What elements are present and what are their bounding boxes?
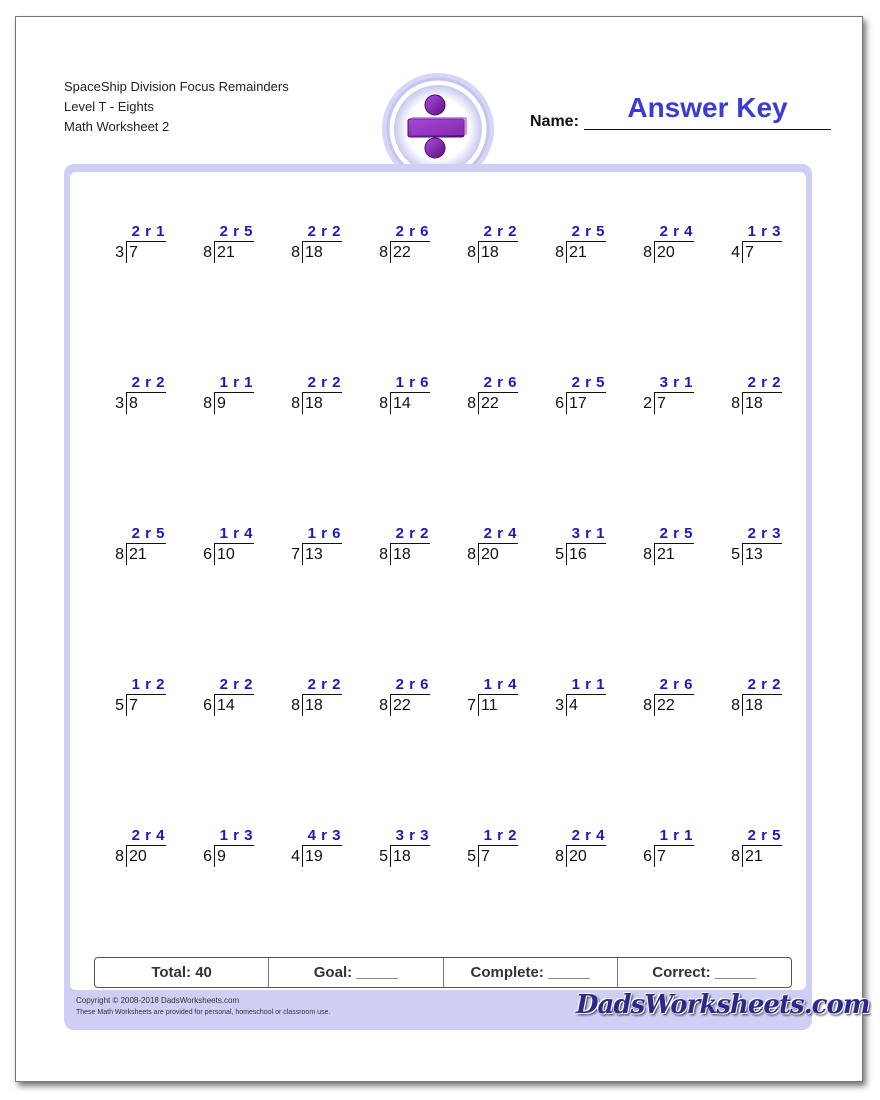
- dividend: 14: [217, 697, 235, 714]
- division-problem: [633, 827, 703, 873]
- division-problem: [281, 374, 351, 420]
- divisor: 2: [643, 395, 652, 412]
- dividend: 20: [569, 848, 587, 865]
- divisor: 6: [203, 546, 212, 563]
- quotient-answer: 2 r 6: [395, 676, 429, 693]
- dividend: 8: [129, 395, 138, 412]
- divisor: 8: [467, 244, 476, 261]
- divisor: 8: [467, 546, 476, 563]
- quotient-answer: 1 r 6: [395, 374, 429, 391]
- copyright-text: Copyright © 2008-2018 DadsWorksheets.com: [76, 996, 240, 1005]
- quotient-answer: 2 r 2: [483, 223, 517, 240]
- worksheet-title: SpaceShip Division Focus Remainders: [64, 79, 289, 94]
- quotient-answer: 2 r 6: [483, 374, 517, 391]
- divisor: 3: [555, 697, 564, 714]
- dividend: 20: [481, 546, 499, 563]
- divisor: 8: [555, 848, 564, 865]
- division-problem: [105, 525, 175, 571]
- quotient-answer: 2 r 4: [483, 525, 517, 542]
- dividend: 21: [569, 244, 587, 261]
- division-problem: [105, 374, 175, 420]
- quotient-answer: 2 r 2: [307, 223, 341, 240]
- division-problem: [545, 374, 615, 420]
- dividend: 14: [393, 395, 411, 412]
- division-problem: [457, 827, 527, 873]
- division-problem: [369, 374, 439, 420]
- division-problem: [721, 223, 791, 269]
- quotient-answer: 2 r 5: [219, 223, 253, 240]
- quotient-answer: 4 r 3: [307, 827, 341, 844]
- divisor: 8: [115, 546, 124, 563]
- dividend: 7: [129, 697, 138, 714]
- quotient-answer: 2 r 4: [571, 827, 605, 844]
- division-problem: [545, 525, 615, 571]
- quotient-answer: 1 r 1: [219, 374, 253, 391]
- dividend: 7: [657, 395, 666, 412]
- complete-cell: Complete: _____: [444, 958, 618, 987]
- quotient-answer: 1 r 3: [219, 827, 253, 844]
- divisor: 8: [379, 244, 388, 261]
- divisor: 8: [643, 546, 652, 563]
- dividend: 7: [129, 244, 138, 261]
- dividend: 22: [657, 697, 675, 714]
- divisor: 7: [467, 697, 476, 714]
- divisor: 3: [115, 395, 124, 412]
- division-problem: [457, 525, 527, 571]
- division-problem: [193, 374, 263, 420]
- quotient-answer: 2 r 6: [659, 676, 693, 693]
- division-problem: [193, 223, 263, 269]
- divisor: 8: [291, 697, 300, 714]
- divisor: 4: [731, 244, 740, 261]
- division-problem: [721, 525, 791, 571]
- dividend: 18: [393, 546, 411, 563]
- dividend: 4: [569, 697, 578, 714]
- division-problem: [545, 223, 615, 269]
- divisor: 6: [203, 848, 212, 865]
- division-problem: [721, 676, 791, 722]
- quotient-answer: 2 r 5: [747, 827, 781, 844]
- divisor: 8: [203, 244, 212, 261]
- divisor: 3: [115, 244, 124, 261]
- division-problem: [369, 676, 439, 722]
- divisor: 4: [291, 848, 300, 865]
- quotient-answer: 2 r 5: [571, 223, 605, 240]
- quotient-answer: 1 r 1: [571, 676, 605, 693]
- dividend: 9: [217, 395, 226, 412]
- divisor: 8: [731, 697, 740, 714]
- quotient-answer: 1 r 4: [483, 676, 517, 693]
- quotient-answer: 1 r 3: [747, 223, 781, 240]
- quotient-answer: 2 r 5: [659, 525, 693, 542]
- quotient-answer: 2 r 2: [747, 374, 781, 391]
- dividend: 18: [305, 395, 323, 412]
- divisor: 6: [643, 848, 652, 865]
- divisor: 8: [731, 848, 740, 865]
- division-problem: [369, 223, 439, 269]
- total-cell: Total: 40: [95, 958, 269, 987]
- divisor: 8: [731, 395, 740, 412]
- answer-key-text: Answer Key: [627, 92, 788, 123]
- worksheet-header: [64, 77, 289, 137]
- quotient-answer: 2 r 2: [747, 676, 781, 693]
- dividend: 18: [481, 244, 499, 261]
- divisor: 8: [291, 244, 300, 261]
- quotient-answer: 3 r 1: [571, 525, 605, 542]
- quotient-answer: 2 r 2: [395, 525, 429, 542]
- dividend: 7: [481, 848, 490, 865]
- quotient-answer: 1 r 4: [219, 525, 253, 542]
- division-problem: [633, 525, 703, 571]
- usage-notice: These Math Worksheets are provided for personal, homeschool or classroom use.: [76, 1009, 331, 1016]
- quotient-answer: 1 r 2: [483, 827, 517, 844]
- division-problem: [281, 827, 351, 873]
- quotient-answer: 3 r 3: [395, 827, 429, 844]
- divisor: 5: [379, 848, 388, 865]
- quotient-answer: 1 r 2: [131, 676, 165, 693]
- dividend: 11: [481, 697, 498, 714]
- division-problem: [193, 827, 263, 873]
- divisor: 8: [379, 395, 388, 412]
- division-problem: [545, 827, 615, 873]
- division-problem: [545, 676, 615, 722]
- quotient-answer: 1 r 1: [659, 827, 693, 844]
- dividend: 18: [745, 395, 763, 412]
- division-problem: [457, 223, 527, 269]
- problems-panel: [70, 172, 806, 990]
- quotient-answer: 2 r 4: [659, 223, 693, 240]
- dividend: 21: [745, 848, 763, 865]
- division-problem: [105, 676, 175, 722]
- dividend: 18: [305, 244, 323, 261]
- quotient-answer: 2 r 2: [219, 676, 253, 693]
- dividend: 19: [305, 848, 323, 865]
- division-problem: [105, 827, 175, 873]
- divisor: 5: [115, 697, 124, 714]
- goal-cell: Goal: _____: [269, 958, 443, 987]
- divisor: 8: [203, 395, 212, 412]
- divisor: 8: [555, 244, 564, 261]
- quotient-answer: 1 r 6: [307, 525, 341, 542]
- dividend: 7: [657, 848, 666, 865]
- divisor: 5: [555, 546, 564, 563]
- dividend: 22: [481, 395, 499, 412]
- dividend: 17: [569, 395, 587, 412]
- correct-cell: Correct: _____: [652, 964, 757, 981]
- name-line: [584, 128, 831, 130]
- problem-grid: [70, 172, 806, 990]
- quotient-answer: 2 r 4: [131, 827, 165, 844]
- dividend: 22: [393, 697, 411, 714]
- division-problem: [457, 676, 527, 722]
- division-problem: [281, 676, 351, 722]
- divisor: 8: [379, 546, 388, 563]
- quotient-answer: 3 r 1: [659, 374, 693, 391]
- quotient-answer: 2 r 3: [747, 525, 781, 542]
- quotient-answer: 2 r 2: [307, 676, 341, 693]
- quotient-answer: 2 r 1: [131, 223, 165, 240]
- dividend: 13: [305, 546, 323, 563]
- dividend: 13: [745, 546, 763, 563]
- dividend: 21: [657, 546, 675, 563]
- divisor: 8: [467, 395, 476, 412]
- dividend: 21: [129, 546, 147, 563]
- quotient-answer: 2 r 2: [307, 374, 341, 391]
- dividend: 20: [129, 848, 147, 865]
- divisor: 8: [643, 244, 652, 261]
- divisor: 6: [203, 697, 212, 714]
- brand-logo: DadsWorksheets.com: [576, 990, 870, 1020]
- problems-frame: [64, 164, 870, 1030]
- quotient-answer: 2 r 2: [131, 374, 165, 391]
- division-problem: [633, 676, 703, 722]
- dividend: 10: [217, 546, 235, 563]
- dividend: 20: [657, 244, 675, 261]
- divisor: 8: [643, 697, 652, 714]
- division-problem: [105, 223, 175, 269]
- divisor: 6: [555, 395, 564, 412]
- dividend: 18: [745, 697, 763, 714]
- dividend: 22: [393, 244, 411, 261]
- divisor: 8: [379, 697, 388, 714]
- dividend: 16: [569, 546, 587, 563]
- divisor: 7: [291, 546, 300, 563]
- division-problem: [633, 374, 703, 420]
- quotient-answer: 2 r 5: [571, 374, 605, 391]
- score-bar: [94, 957, 792, 988]
- dividend: 7: [745, 244, 754, 261]
- division-problem: [369, 525, 439, 571]
- dividend: 18: [393, 848, 411, 865]
- divisor: 5: [731, 546, 740, 563]
- quotient-answer: 2 r 6: [395, 223, 429, 240]
- division-problem: [457, 374, 527, 420]
- division-problem: [633, 223, 703, 269]
- division-problem: [369, 827, 439, 873]
- division-problem: [193, 676, 263, 722]
- division-problem: [193, 525, 263, 571]
- dividend: 18: [305, 697, 323, 714]
- dividend: 9: [217, 848, 226, 865]
- division-problem: [721, 827, 791, 873]
- divisor: 5: [467, 848, 476, 865]
- worksheet-number: Math Worksheet 2: [64, 119, 170, 134]
- division-problem: [281, 525, 351, 571]
- dividend: 21: [217, 244, 235, 261]
- worksheet-page: [15, 16, 870, 1082]
- quotient-answer: 2 r 5: [131, 525, 165, 542]
- worksheet-level: Level T - Eights: [64, 99, 154, 114]
- divisor: 8: [115, 848, 124, 865]
- division-problem: [281, 223, 351, 269]
- divisor: 8: [291, 395, 300, 412]
- name-label: Name:: [530, 113, 579, 130]
- division-problem: [721, 374, 791, 420]
